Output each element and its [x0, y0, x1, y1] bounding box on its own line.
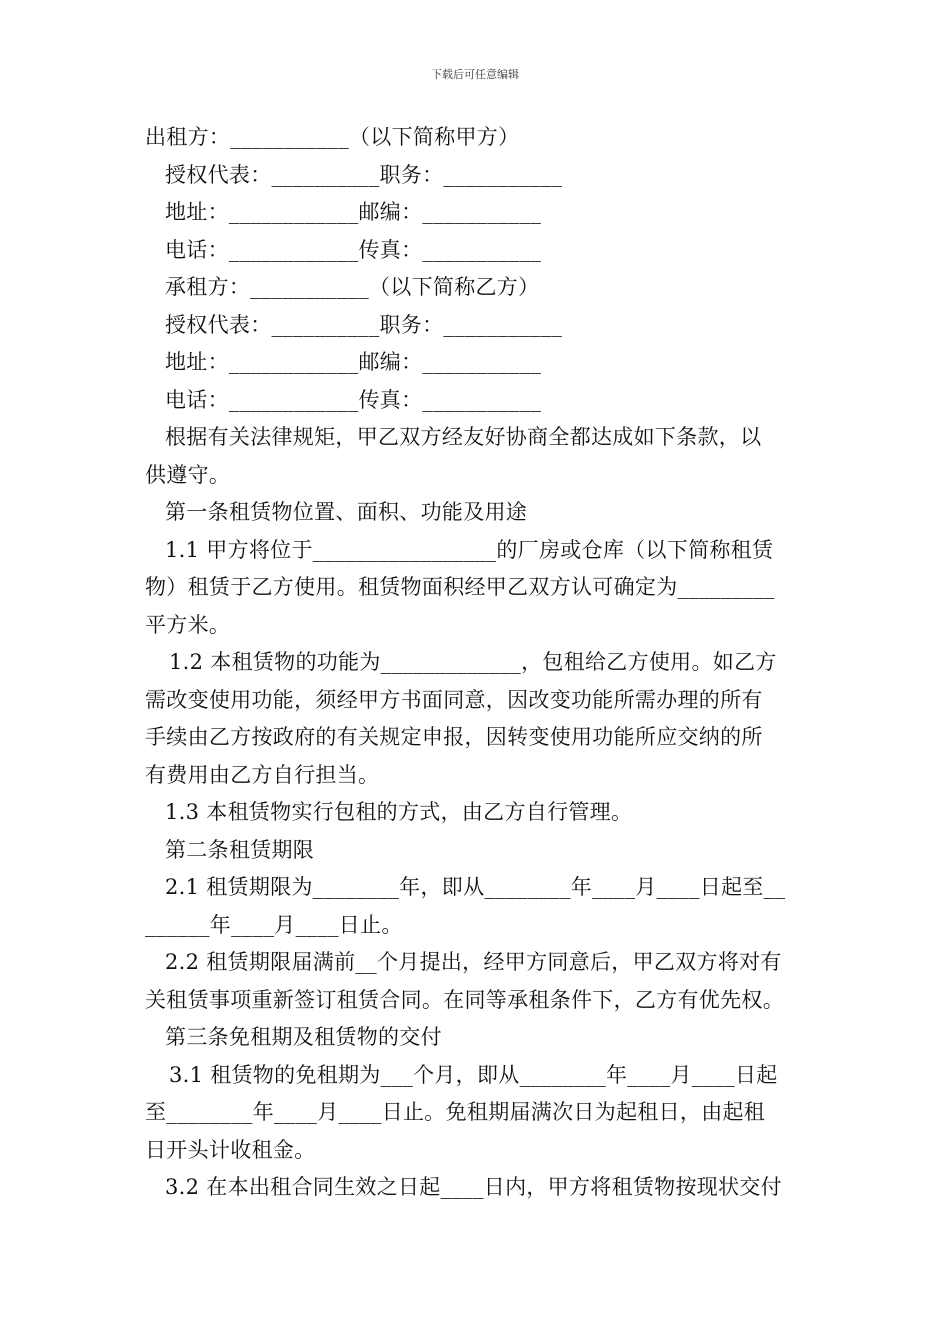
lessor-address-line: 地址：____________邮编：___________ [165, 200, 542, 224]
lessor-phone-line: 电话：____________传真：___________ [165, 237, 542, 262]
lessee-address-line: 地址：____________邮编：___________ [165, 350, 542, 374]
preamble-line: 根据有关法律规矩，甲乙双方经友好协商全都达成如下条款，以 [165, 425, 762, 449]
clause-line: 有费用由乙方自行担当。 [145, 762, 380, 787]
clause-line: 3.2 在本出租合同生效之日起____日内，甲方将租赁物按现状交付 [165, 1175, 782, 1199]
lessee-representative-line: 授权代表：__________职务：___________ [165, 312, 563, 337]
page-header: 下载后可任意编辑 [431, 68, 519, 81]
clause-line: 1.2 本租赁物的功能为_____________，包租给乙方使用。如乙方 [169, 650, 777, 674]
clause-line: 2.1 租赁期限为________年，即从________年____月____日起至__ [165, 875, 786, 899]
clause-line: 物）租赁于乙方使用。租赁物面积经甲乙双方认可确定为_________ [145, 575, 775, 599]
article-heading: 第二条租赁期限 [165, 837, 315, 862]
clause-line: 至________年____月____日止。免租期届满次日为起租日，由起租 [145, 1100, 766, 1124]
clause-line: ______年____月____日止。 [145, 912, 403, 937]
article-heading: 第三条免租期及租赁物的交付 [165, 1025, 442, 1049]
clause-line: 1.1 甲方将位于_________________的厂房或仓库（以下简称租赁 [165, 537, 774, 562]
clause-line: 2.2 租赁期限届满前__个月提出，经甲方同意后，甲乙双方将对有 [165, 950, 782, 974]
article-heading: 第一条租赁物位置、面积、功能及用途 [165, 500, 528, 524]
contract-body [145, 119, 809, 1207]
lessor-line: 出租方：___________（以下简称甲方） [145, 125, 520, 149]
clause-line: 平方米。 [145, 612, 231, 637]
lessee-line: 承租方：___________（以下简称乙方） [165, 275, 540, 299]
clause-line: 3.1 租赁物的免租期为___个月，即从________年____月____日起 [169, 1062, 778, 1087]
clause-line: 需改变使用功能，须经甲方书面同意，因改变功能所需办理的所有 [145, 687, 763, 712]
clause-line: 关租赁事项重新签订租赁合同。在同等承租条件下，乙方有优先权。 [145, 987, 784, 1012]
lessor-representative-line: 授权代表：__________职务：___________ [165, 162, 563, 187]
preamble-line: 供遵守。 [145, 462, 231, 487]
lessee-phone-line: 电话：____________传真：___________ [165, 387, 542, 412]
clause-line: 1.3 本租赁物实行包租的方式，由乙方自行管理。 [165, 800, 633, 824]
clause-line: 日开头计收租金。 [145, 1137, 316, 1162]
clause-line: 手续由乙方按政府的有关规定申报，因转变使用功能所应交纳的所 [145, 725, 763, 749]
